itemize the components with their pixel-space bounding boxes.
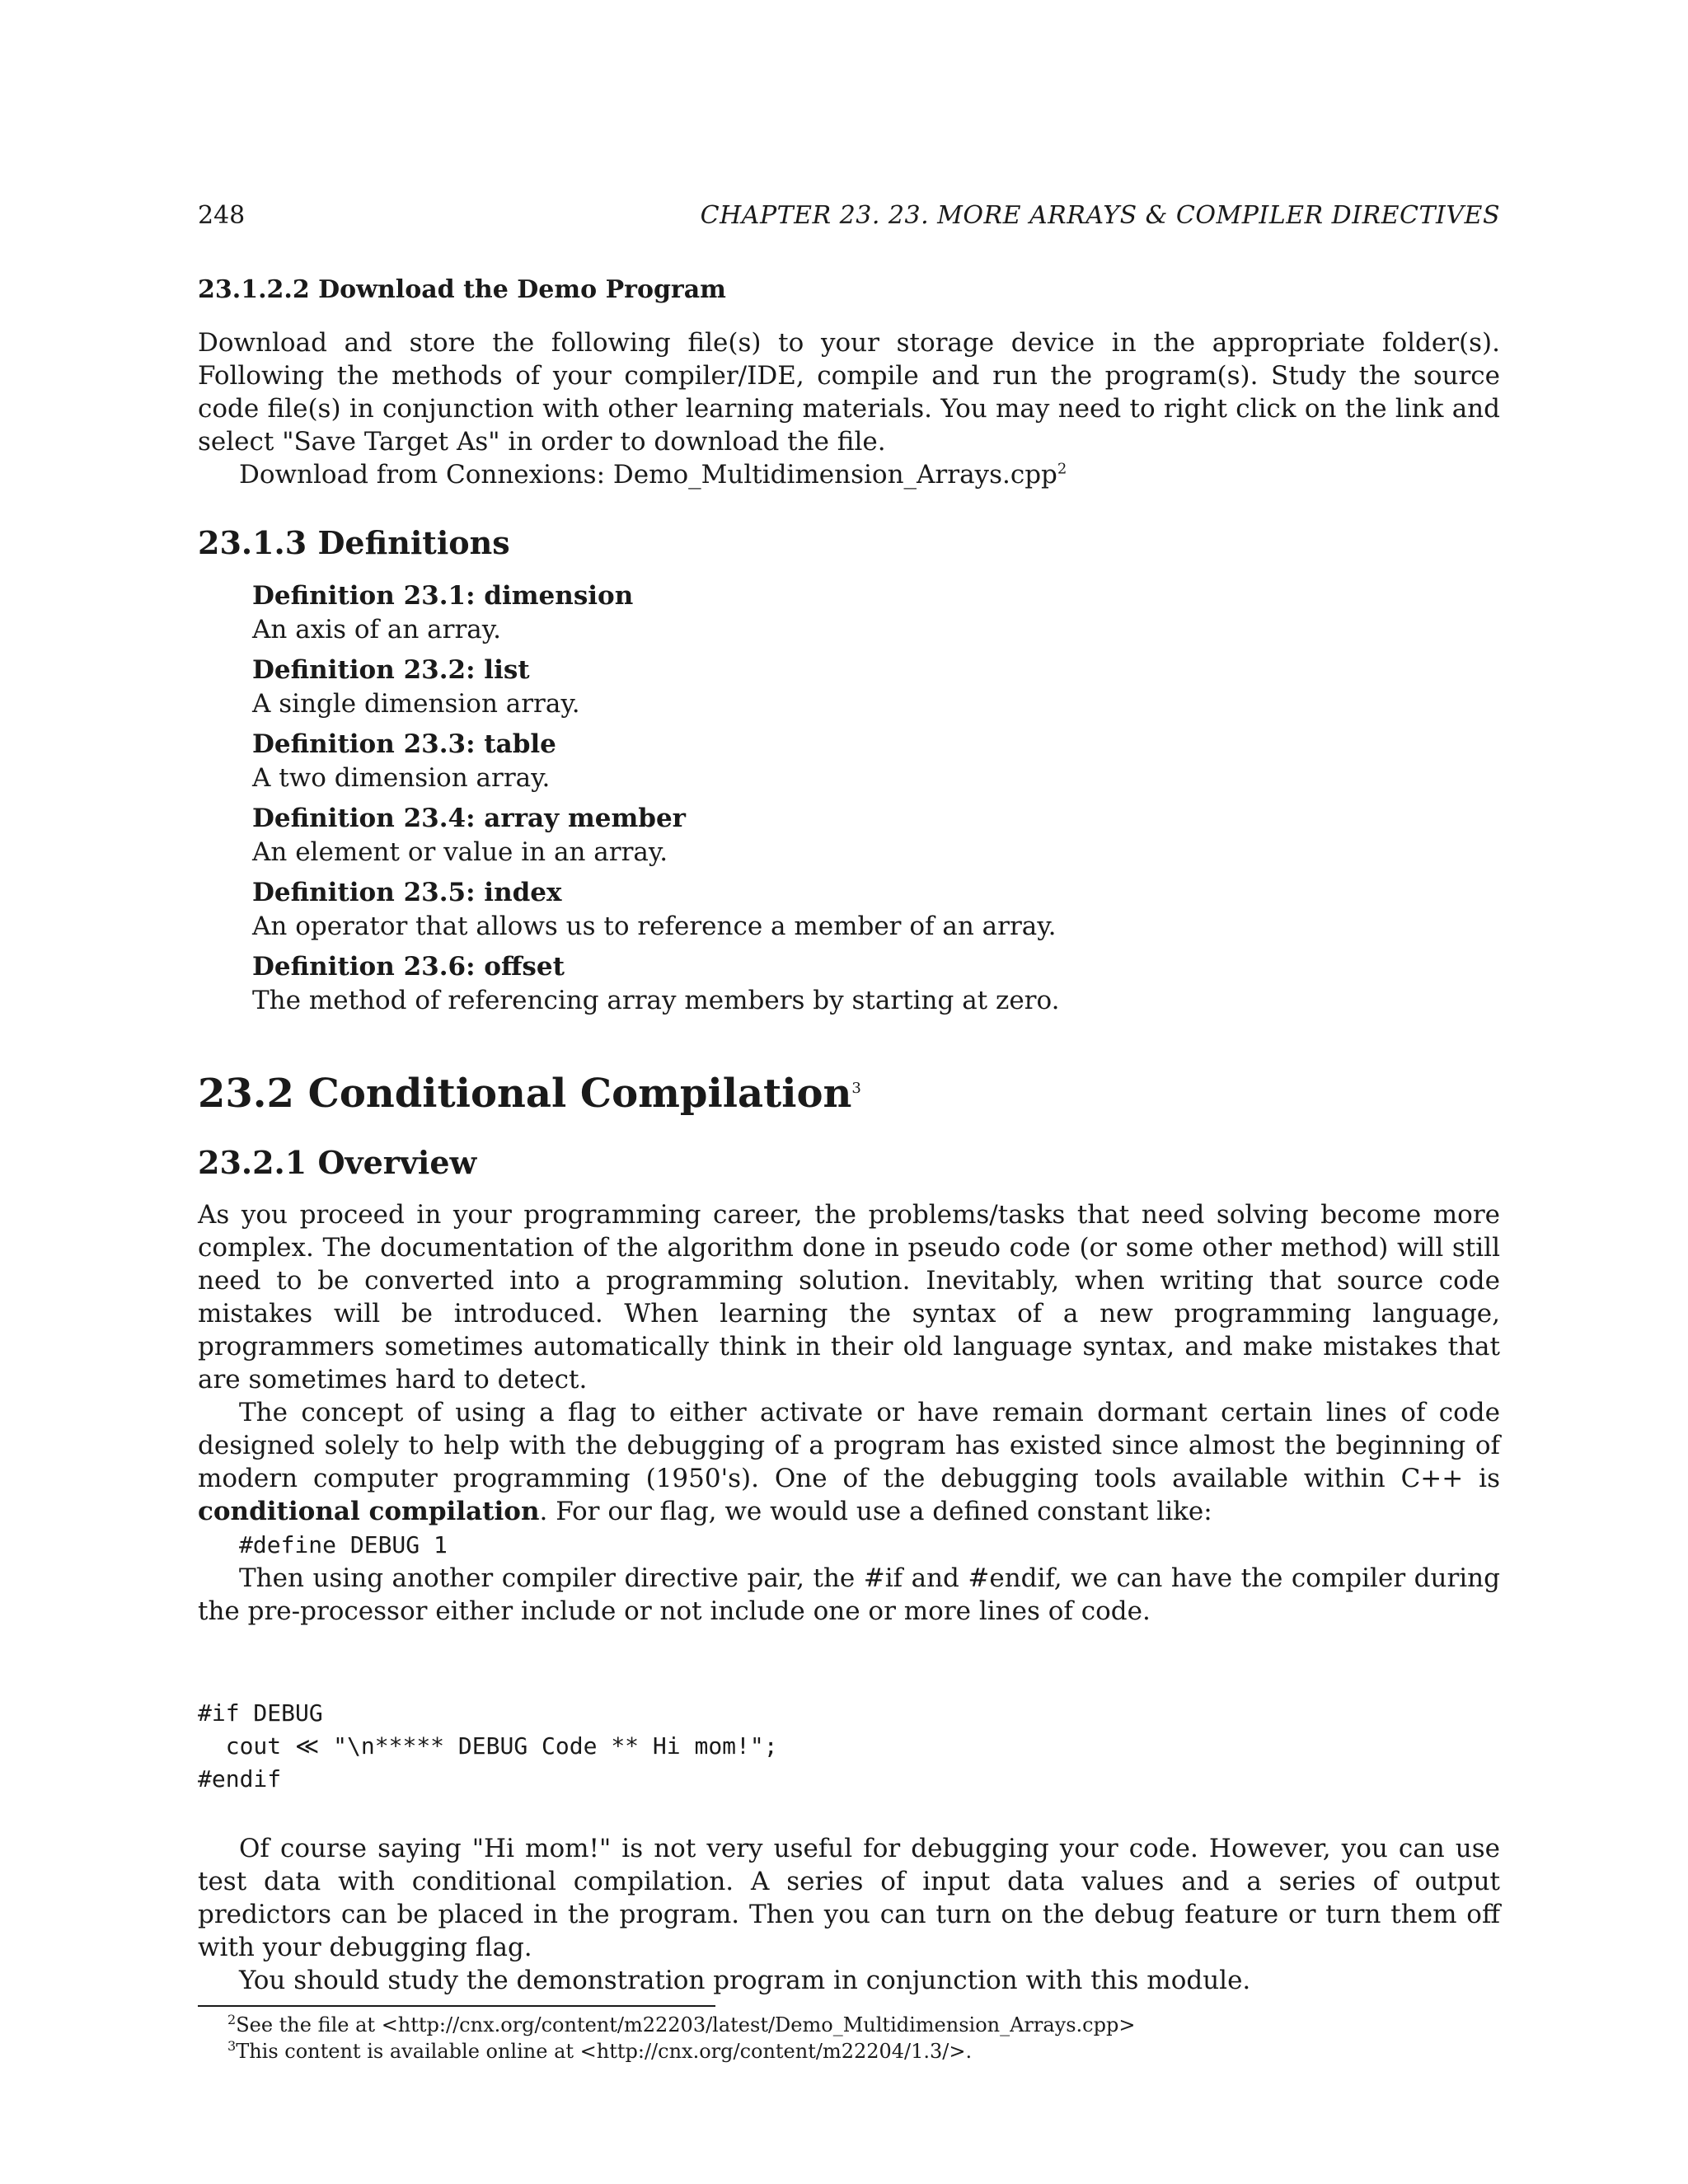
- footnote-text[interactable]: See the file at <http://cnx.org/content/m22203/latest/Demo_Multidimension_Arrays.cpp>: [236, 2013, 1136, 2036]
- definitions-heading: 23.1.3 Definitions: [198, 524, 510, 561]
- section-heading: [198, 1068, 1500, 1119]
- demo-file-link[interactable]: Demo_Multidimension_Arrays.cpp: [612, 460, 1057, 490]
- overview-paragraph-3: Then using another compiler directive pair, the #if and #endif, we can have the compiler during the pre-processor either include or not include one or more lines of code.: [198, 1563, 1500, 1626]
- definition-text: An axis of an array.: [252, 615, 501, 644]
- footnotes: [198, 2005, 1136, 2064]
- define-line: [198, 1528, 1500, 1562]
- footnote-text[interactable]: This content is available online at <http://cnx.org/content/m22204/1.3/>.: [236, 2040, 973, 2063]
- definition-title: Definition 23.6: offset: [252, 952, 565, 982]
- para2-text-b: . For our flag, we would use a defined constant like:: [539, 1497, 1212, 1526]
- footnote-number: 2: [227, 2012, 237, 2027]
- conditional-compilation-term: conditional compilation: [198, 1497, 540, 1526]
- running-header: [198, 198, 1500, 234]
- code-block: [198, 1697, 1500, 1796]
- definition-text: An operator that allows us to reference a member of an array.: [252, 912, 1057, 941]
- definition-title: Definition 23.1: dimension: [252, 581, 634, 611]
- footnote-ref-2[interactable]: 2: [1057, 460, 1067, 478]
- definition-text: A two dimension array.: [252, 763, 551, 793]
- definition-title: Definition 23.2: list: [252, 655, 530, 685]
- definition-item: [252, 579, 1500, 646]
- definition-item: [252, 875, 1500, 943]
- define-code: #define DEBUG 1: [239, 1531, 448, 1558]
- download-heading: 23.1.2.2 Download the Demo Program: [198, 275, 726, 304]
- code-line: #endif: [198, 1765, 282, 1793]
- definitions-list: [252, 579, 1500, 1017]
- definition-text: A single dimension array.: [252, 689, 580, 719]
- definition-text: The method of referencing array members by starting at zero.: [252, 986, 1060, 1015]
- definition-item: [252, 727, 1500, 794]
- download-link-line: [198, 458, 1500, 491]
- para2-text-a: The concept of using a flag to either activate or have remain dormant certain lines of code designed solely to help with the debugging of a program has existed since almost the beginning of modern computer programming (1950's). One of the debugging tools available within C++ is: [198, 1398, 1500, 1493]
- overview-heading: 23.2.1 Overview: [198, 1144, 477, 1181]
- section-heading-text: 23.2 Conditional Compilation: [198, 1071, 852, 1117]
- overview-paragraph-4: Of course saying "Hi mom!" is not very useful for debugging your code. However, you can use test data with conditional compilation. A series of input data values and a series of output predictors can be placed in the program. Then you can turn on the debug feature or turn them off with your debugging flag.: [198, 1834, 1500, 1962]
- footnote-3: [227, 2038, 973, 2064]
- definition-item: [252, 949, 1500, 1017]
- definition-title: Definition 23.3: table: [252, 729, 556, 759]
- page-number: 248: [198, 201, 246, 230]
- definition-title: Definition 23.4: array member: [252, 804, 687, 833]
- definition-item: [252, 653, 1500, 720]
- definition-text: An element or value in an array.: [252, 837, 668, 867]
- footnote-2: [227, 2012, 1136, 2038]
- overview-paragraph-1: As you proceed in your programming career, the problems/tasks that need solving become more complex. The documentation of the algorithm done in pseudo code (or some other method) will still need to be converted into a programming solution. Inevitably, when writing that source code mistakes will be introduced. When learning the syntax of a new programming language, programmers sometimes automatically think in their old language syntax, and make mistakes that are sometimes hard to detect.: [198, 1200, 1500, 1394]
- overview-paragraph-2: [198, 1396, 1500, 1528]
- download-paragraph: Download and store the following file(s) to your storage device in the appropriate folder(s). Following the methods of your compiler/IDE, compile and run the program(s). Study the source code file(s) in conjunction with other learning materials. You may need to right click on the link and select "Save Target As" in order to download the file.: [198, 328, 1500, 457]
- overview-paragraph-5: You should study the demonstration program in conjunction with this module.: [239, 1966, 1251, 1995]
- footnote-number: 3: [227, 2038, 237, 2054]
- definition-title: Definition 23.5: index: [252, 878, 562, 907]
- footnote-ref-3[interactable]: 3: [851, 1080, 861, 1097]
- code-line: cout ≪ "\n***** DEBUG Code ** Hi mom!";: [198, 1732, 778, 1760]
- definition-item: [252, 801, 1500, 869]
- download-link-prefix: Download from Connexions:: [239, 460, 613, 490]
- chapter-title: CHAPTER 23. 23. MORE ARRAYS & COMPILER DIRECTIVES: [700, 201, 1500, 230]
- document-page: [198, 198, 1500, 2064]
- code-line: #if DEBUG: [198, 1699, 323, 1727]
